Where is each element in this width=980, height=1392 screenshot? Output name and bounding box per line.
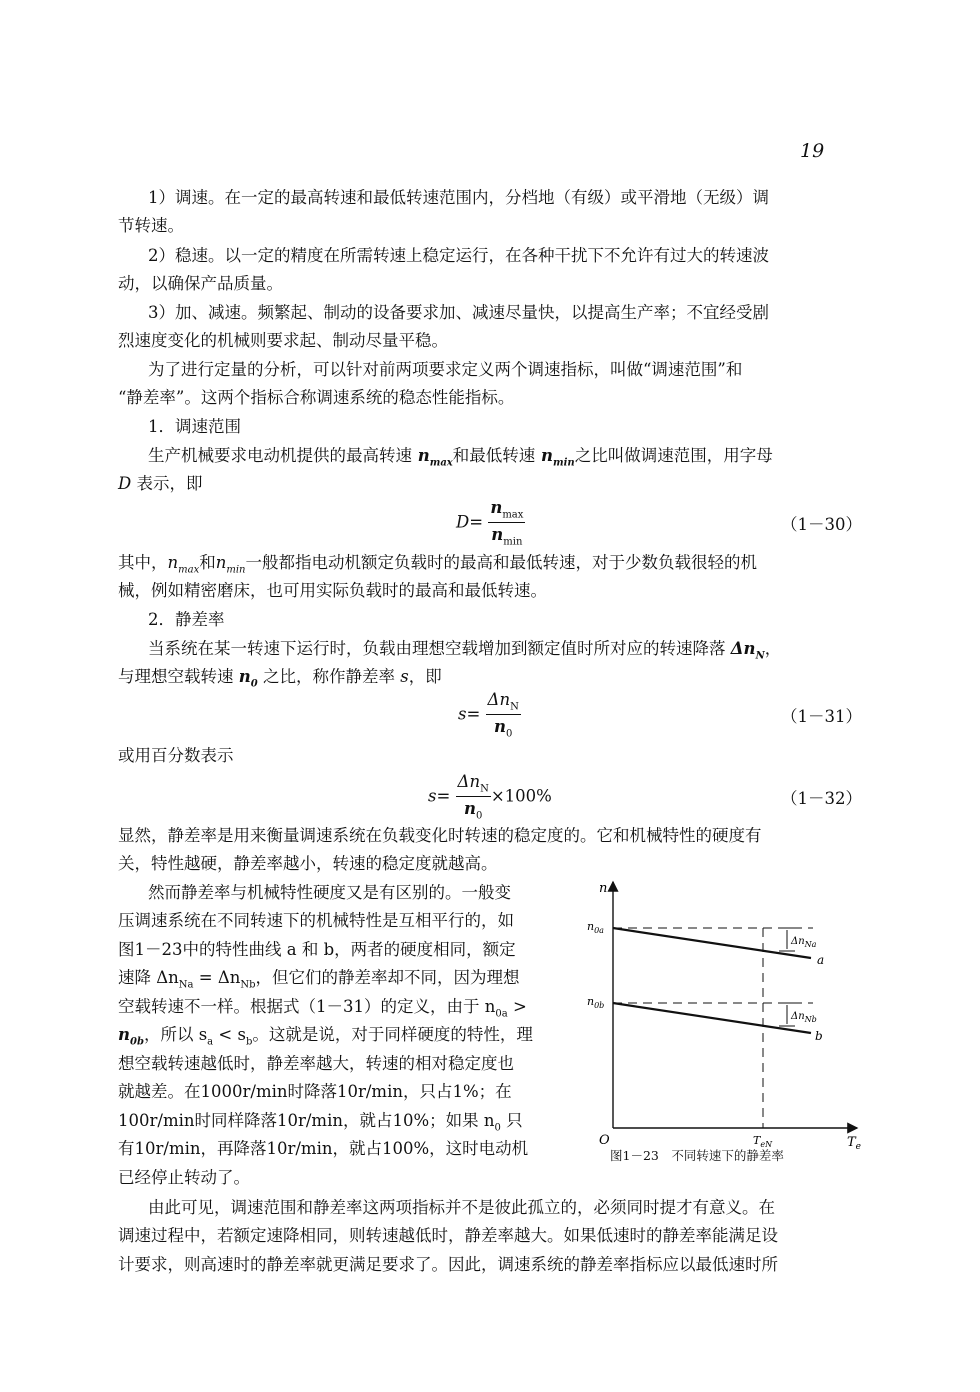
para10-line2: 压调速系统在不同转速下的机械特性是互相平行的，如 — [118, 911, 514, 930]
equation-1-31: s= $\frac{\Delta n_N}{n_0}$ — [458, 690, 519, 740]
para3-line2: 烈速度变化的机械则要求起、制动尽量平稳。 — [118, 331, 448, 350]
para10-line11: 已经停止转动了。 — [118, 1168, 250, 1187]
para10-line8: 就越差。在1000r/min时降落10r/min，只占1%；在 — [118, 1082, 512, 1101]
section-heading-speed-range: 1．调速范围 — [148, 417, 241, 436]
para7-line2: 与理想空载转速 $n_0$ 之比，称作静差率 s，即 — [118, 667, 442, 690]
para9-line1: 显然，静差率是用来衡量调速系统在负载变化时转速的稳定度的。它和机械特性的硬度有 — [118, 826, 762, 845]
x-axis-label: $T_e$ — [847, 1135, 861, 1152]
equation-number-1-32: （1－32） — [781, 789, 862, 808]
para7-line1: 当系统在某一转速下运行时，负载由理想空载增加到额定值时所对应的转速降落 $\Delta n_N$， — [148, 639, 782, 662]
figure-1-23-static-error — [585, 872, 870, 1172]
para5-line1: 生产机械要求电动机提供的最高转速 $n_{max}$和最低转速 $n_{min}$之比叫做调速范围，用字母 — [148, 446, 773, 469]
para9-line2: 关，特性越硬，静差率越小，转速的稳定度就越高。 — [118, 854, 498, 873]
equation-number-1-30: （1－30） — [781, 515, 862, 534]
para10-line1: 然而静差率与机械特性硬度又是有区别的。一般变 — [148, 883, 511, 902]
characteristic-curve-a — [613, 928, 811, 958]
n0a-label: $n_{0a}$ — [587, 920, 604, 935]
equation-1-30: D= $\frac{n_{max}}{n_{min}}$ — [456, 498, 524, 548]
para10-line4: 速降 $\Delta n_{Na} = \Delta n_{Nb}$，但它们的静差率却不同，因为理想 — [118, 968, 520, 991]
n0b-label: $n_{0b}$ — [587, 995, 605, 1010]
para6-line1: 其中，$n_{max}$和$n_{min}$一般都指电动机额定负载时的最高和最低转速，对于少数负载很轻的机 — [118, 553, 757, 576]
para11-line2: 调速过程中，若额定速降相同，则转速越低时，静差率越大。如果低速时的静差率能满足设 — [118, 1226, 778, 1245]
equation-1-32: s= $\frac{\Delta n_N}{n_0}$ ×100% — [428, 772, 552, 822]
para10-line9: 100r/min时同样降落10r/min，就占10%；如果 $n_0$ 只 — [118, 1111, 523, 1134]
para6-line2: 械，例如精密磨床，也可用实际负载时的最高和最低转速。 — [118, 581, 547, 600]
para4-line1: 为了进行定量的分析，可以针对前两项要求定义两个调速指标，叫做“调速范围”和 — [148, 360, 743, 379]
para10-line10: 有10r/min，再降落10r/min，就占100%，这时电动机 — [118, 1139, 529, 1158]
para1-line2: 节转速。 — [118, 216, 184, 235]
para1-line1: 1）调速。在一定的最高转速和最低转速范围内，分档地（有级）或平滑地（无级）调 — [148, 188, 769, 207]
para10-line7: 想空载转速越低时，静差率越大，转速的相对稳定度也 — [118, 1054, 514, 1073]
dnb-label: $\Delta n_{Nb}$ — [791, 1011, 817, 1024]
section-heading-static-error: 2．静差率 — [148, 610, 225, 629]
curve-b-label: b — [815, 1029, 823, 1043]
figure-caption: 图1－23 不同转速下的静差率 — [610, 1148, 784, 1163]
equation-number-1-31: （1－31） — [781, 707, 862, 726]
para3-line1: 3）加、减速。频繁起、制动的设备要求加、减速尽量快，以提高生产率；不宜经受剧 — [148, 303, 769, 322]
curve-a-label: a — [817, 953, 825, 967]
para2-line2: 动，以确保产品质量。 — [118, 274, 283, 293]
para2-line1: 2）稳速。以一定的精度在所需转速上稳定运行，在各种干扰下不允许有过大的转速波 — [148, 246, 769, 265]
characteristic-curve-b — [613, 1003, 811, 1033]
para8-line: 或用百分数表示 — [118, 746, 234, 765]
page-number: 19 — [800, 140, 825, 162]
para10-line5: 空载转速不一样。根据式（1－31）的定义，由于 $n_{0a}$ > — [118, 997, 527, 1020]
para5-line2: D 表示，即 — [118, 474, 203, 493]
para10-line6: $n_{0b}$，所以 $s_a < s_b$。这就是说，对于同样硬度的特性，理 — [118, 1025, 533, 1048]
y-axis-label: n — [599, 881, 608, 896]
dna-label: $\Delta n_{Na}$ — [791, 936, 817, 949]
para11-line1: 由此可见，调速范围和静差率这两项指标并不是彼此孤立的，必须同时提才有意义。在 — [148, 1198, 775, 1217]
ten-label: $T_{eN}$ — [753, 1134, 773, 1149]
para10-line3: 图1－23中的特性曲线 a 和 b，两者的硬度相同，额定 — [118, 940, 516, 959]
para11-line3: 计要求，则高速时的静差率就更满足要求了。因此，调速系统的静差率指标应以最低速时所 — [118, 1255, 778, 1274]
origin-label: O — [599, 1133, 610, 1148]
para4-line2: “静差率”。这两个指标合称调速系统的稳态性能指标。 — [118, 388, 515, 407]
